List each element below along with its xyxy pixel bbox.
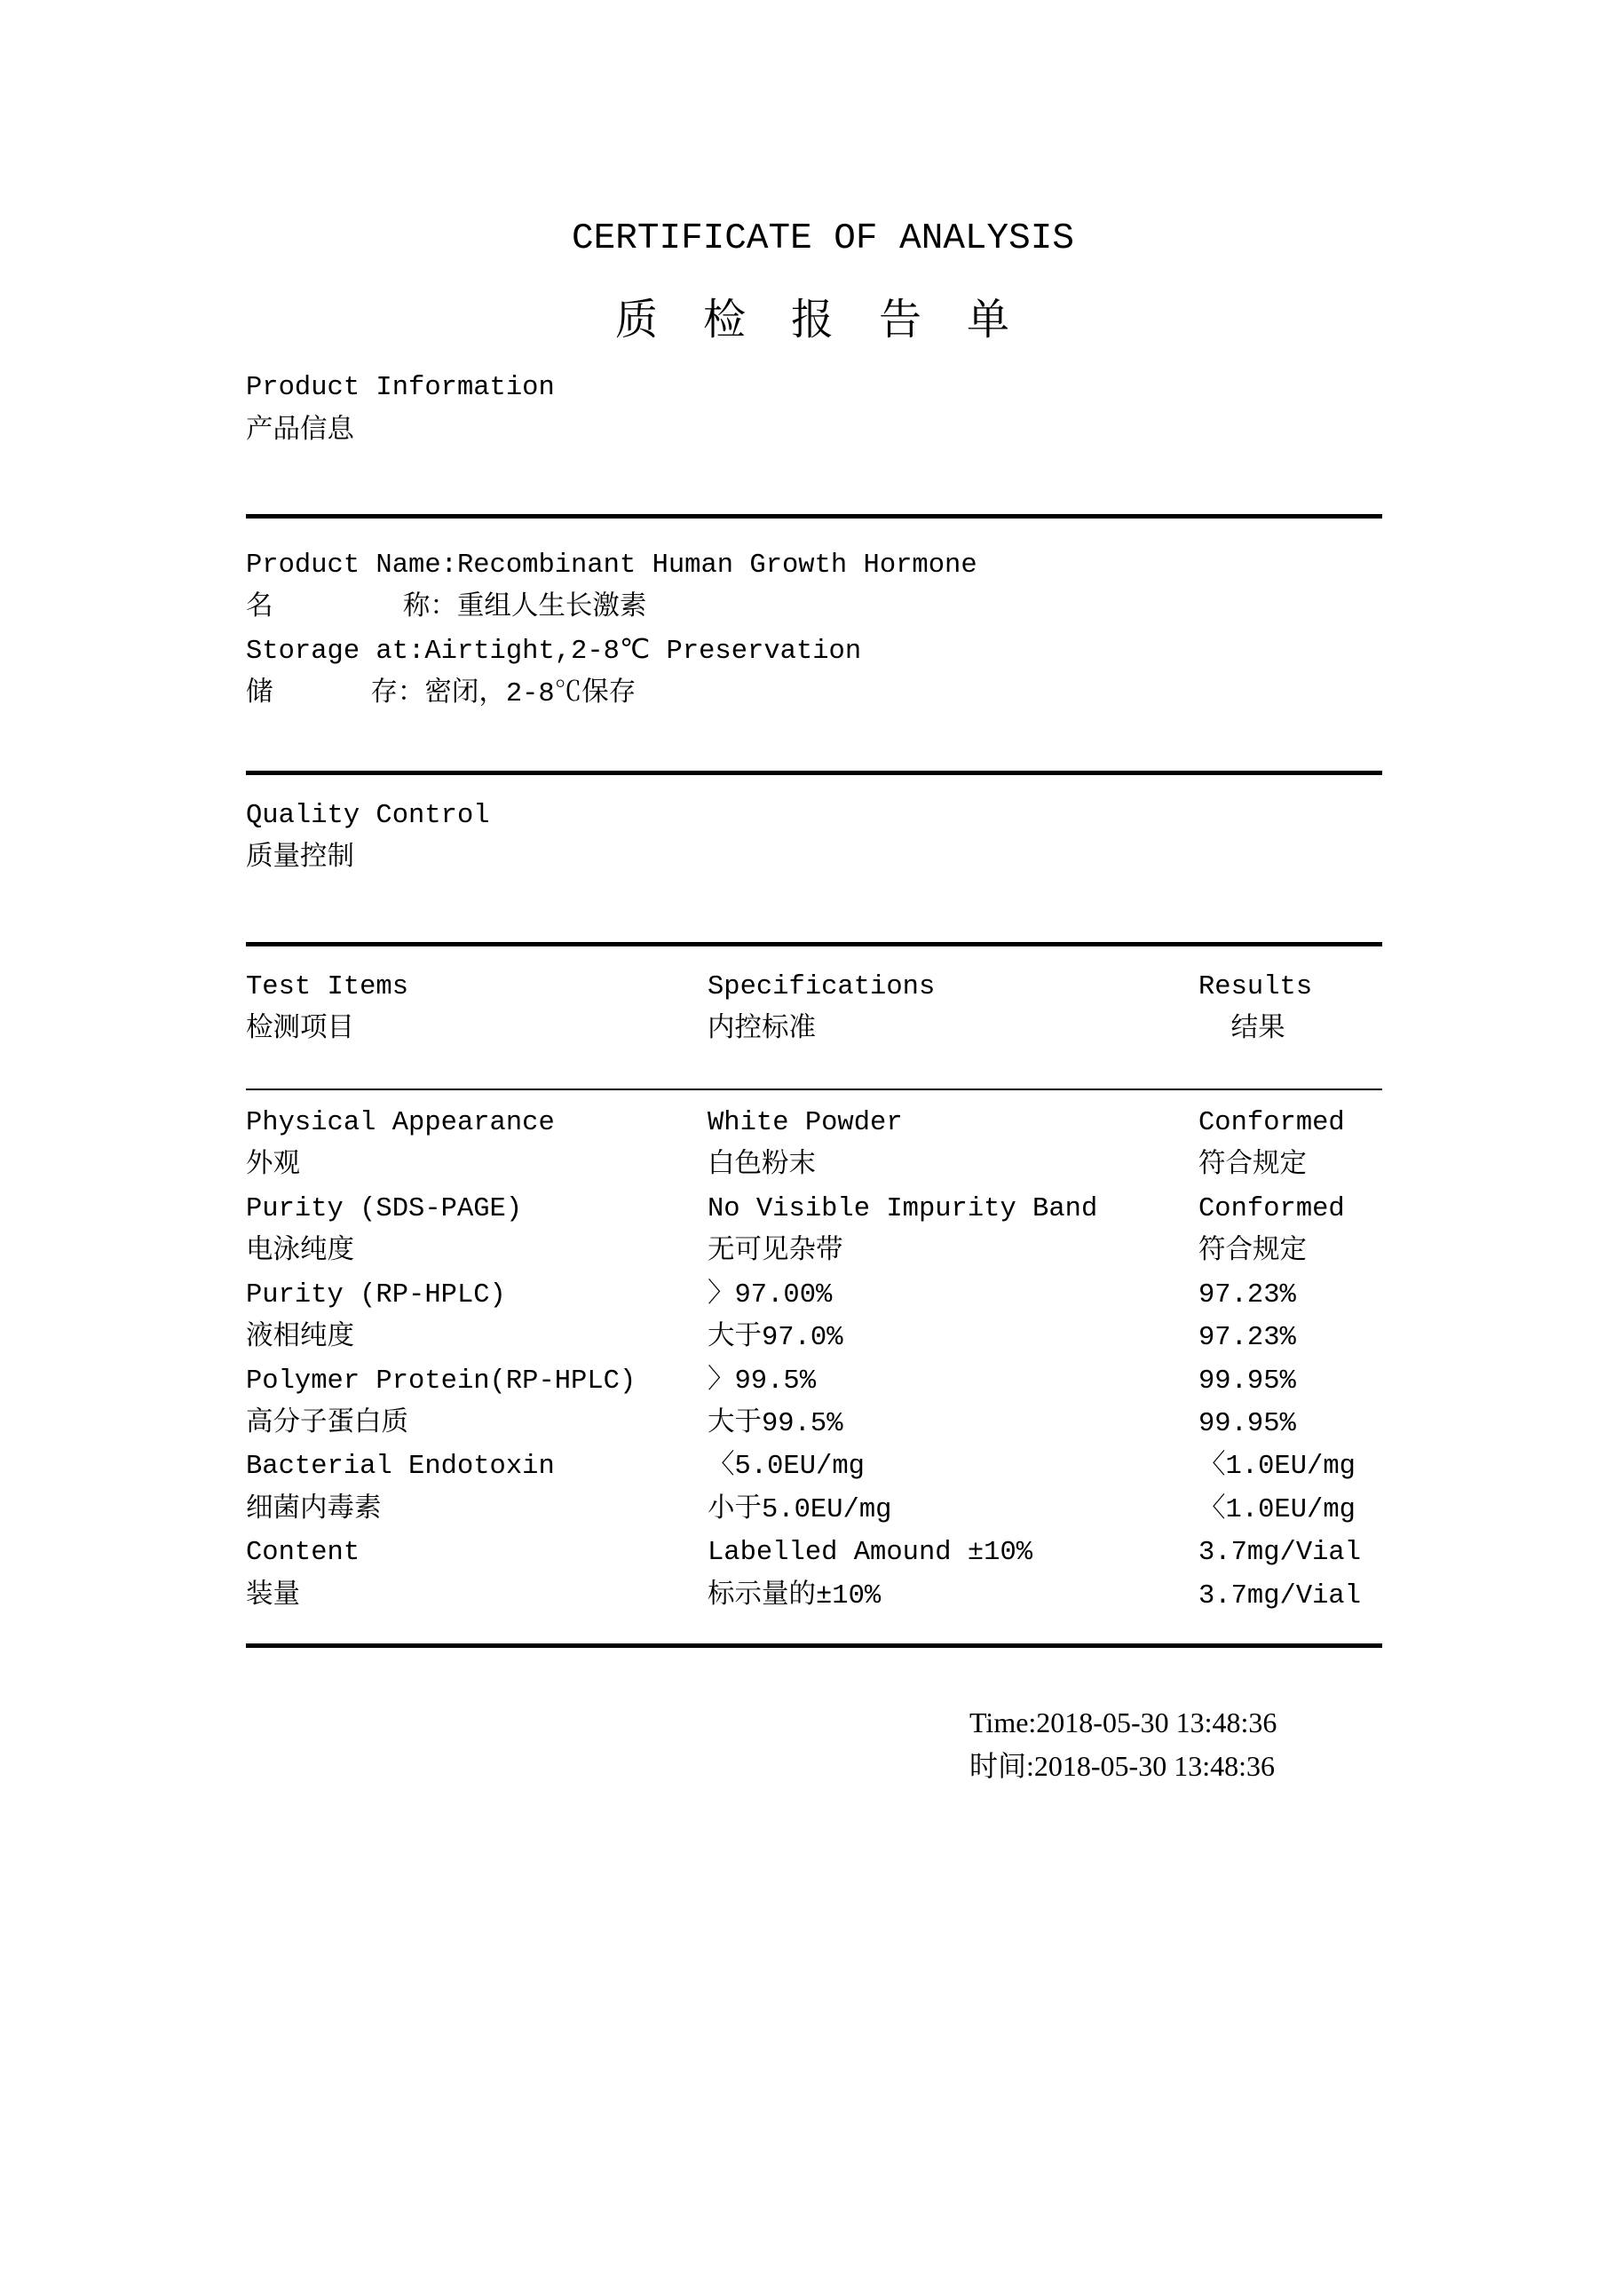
section-divider	[246, 942, 1382, 946]
specification: 大于99.5%	[708, 1409, 843, 1439]
specification: No Visible Impurity Band	[708, 1194, 1098, 1224]
specification: 大于97.0%	[708, 1323, 843, 1353]
test-item: 装量	[246, 1581, 300, 1611]
test-item: Polymer Protein(RP-HPLC)	[246, 1366, 637, 1397]
specification: 〉97.00%	[708, 1280, 833, 1310]
result: 〈1.0EU/mg	[1198, 1452, 1356, 1482]
storage-en: Storage at:Airtight,2-8℃ Preservation	[246, 637, 862, 667]
product-name-en: Product Name:Recombinant Human Growth Hormone	[246, 550, 977, 581]
result: 3.7mg/Vial	[1198, 1538, 1362, 1568]
test-item: Purity (SDS-PAGE)	[246, 1194, 523, 1224]
result: 〈1.0EU/mg	[1198, 1495, 1356, 1525]
column-header-specifications-cn: 内控标准	[708, 1015, 816, 1045]
result: Conformed	[1198, 1108, 1345, 1138]
product-info-heading-en: Product Information	[246, 373, 555, 403]
result: 3.7mg/Vial	[1198, 1581, 1362, 1611]
column-header-test-items-cn: 检测项目	[246, 1015, 354, 1045]
specification: 白色粉末	[708, 1151, 816, 1181]
result: 符合规定	[1198, 1237, 1307, 1267]
document-title-cn: 质检报告单	[615, 299, 1056, 347]
test-item: Purity (RP-HPLC)	[246, 1280, 506, 1310]
result: 97.23%	[1198, 1323, 1296, 1353]
product-info-heading-cn: 产品信息	[246, 416, 354, 447]
storage-cn: 储 存：密闭，2-8℃保存	[246, 679, 637, 709]
specification: Labelled Amound ±10%	[708, 1538, 1033, 1568]
product-name-cn: 名 称：重组人生长激素	[246, 593, 647, 623]
specification: 无可见杂带	[708, 1237, 843, 1267]
specification: 〉99.5%	[708, 1366, 817, 1397]
column-header-results-cn: 结果	[1198, 1015, 1285, 1045]
test-item: Content	[246, 1538, 360, 1568]
specification: White Powder	[708, 1108, 903, 1138]
test-item: 电泳纯度	[246, 1237, 354, 1267]
column-header-results: Results	[1198, 972, 1313, 1002]
specification: 标示量的±10%	[708, 1581, 882, 1611]
result: 符合规定	[1198, 1151, 1307, 1181]
column-header-specifications: Specifications	[708, 972, 936, 1002]
quality-control-heading-en: Quality Control	[246, 801, 490, 831]
section-divider	[246, 1643, 1382, 1648]
test-item: 高分子蛋白质	[246, 1409, 408, 1439]
test-item: Physical Appearance	[246, 1108, 555, 1138]
timestamp-cn: 时间:2018-05-30 13:48:36	[969, 1750, 1275, 1782]
section-divider	[246, 771, 1382, 775]
specification: 小于5.0EU/mg	[708, 1495, 892, 1525]
timestamp-en: Time:2018-05-30 13:48:36	[969, 1706, 1277, 1738]
section-divider	[246, 514, 1382, 519]
result: 99.95%	[1198, 1366, 1296, 1397]
test-item: 液相纯度	[246, 1323, 354, 1353]
document-title-en: CERTIFICATE OF ANALYSIS	[572, 218, 1074, 259]
test-item: 外观	[246, 1151, 300, 1181]
specification: 〈5.0EU/mg	[708, 1452, 865, 1482]
quality-control-heading-cn: 质量控制	[246, 843, 354, 874]
table-header-divider	[246, 1089, 1382, 1090]
test-item: 细菌内毒素	[246, 1495, 382, 1525]
result: 99.95%	[1198, 1409, 1296, 1439]
test-item: Bacterial Endotoxin	[246, 1452, 555, 1482]
result: Conformed	[1198, 1194, 1345, 1224]
column-header-test-items: Test Items	[246, 972, 409, 1002]
result: 97.23%	[1198, 1280, 1296, 1310]
